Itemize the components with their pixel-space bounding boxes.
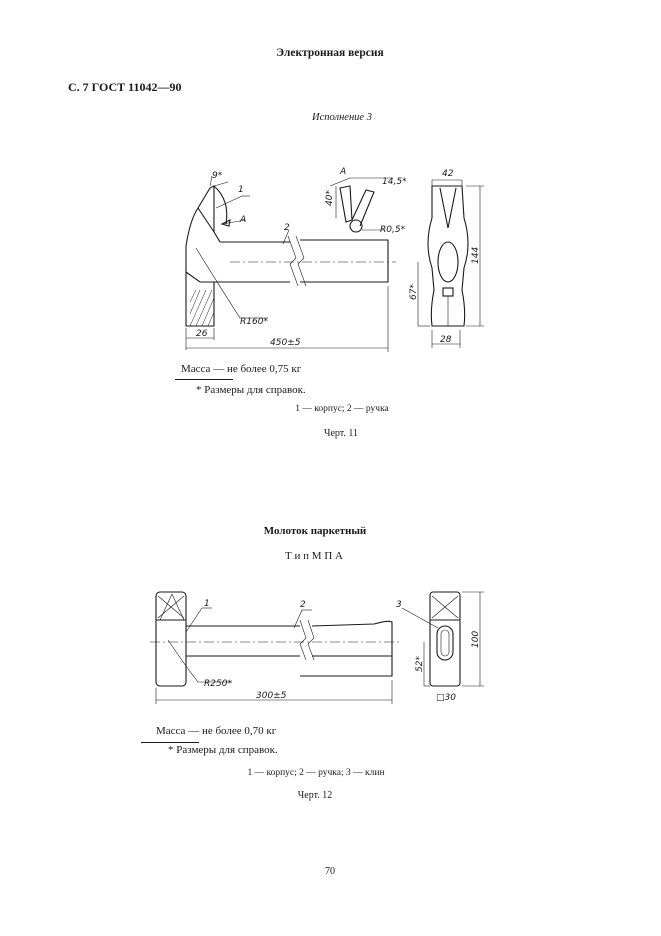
dim-r250: R250* (204, 679, 232, 689)
page-reference: С. 7 ГОСТ 11042—90 (68, 80, 182, 94)
dim-100: 100 (471, 630, 481, 648)
dim-r160: R160* (240, 317, 268, 327)
mass-text-1: Масса — не более 0,75 кг (181, 363, 302, 375)
callout-1-mpa: 1 (204, 599, 210, 609)
dim-28: 28 (440, 335, 452, 345)
page-number: 70 (325, 866, 335, 877)
footnote-2: * Размеры для справок. (168, 744, 278, 756)
legend-2: 1 — корпус; 2 — ручка; 3 — клин (247, 768, 385, 778)
dim-26: 26 (196, 329, 208, 339)
dim-angle-9: 9* (212, 171, 223, 181)
caption-chert-12: Черт. 12 (297, 790, 333, 801)
variant-title: Исполнение 3 (312, 112, 372, 123)
dim-14-5: 14,5* (382, 177, 407, 187)
dim-52: 52* (415, 656, 425, 672)
dim-r0-5: R0,5* (380, 225, 406, 235)
dim-42: 42 (442, 169, 454, 179)
view-a-label: A (240, 215, 247, 225)
section-title-parquet-hammer: Молоток паркетный (263, 525, 367, 537)
mass-text-2: Масса — не более 0,70 кг (156, 725, 277, 737)
hammer-type: Т и п М П А (285, 550, 343, 562)
callout-2: 2 (284, 223, 290, 233)
view-a-section-label: A (340, 167, 347, 177)
caption-chert-11: Черт. 11 (323, 428, 359, 439)
callout-1: 1 (238, 185, 244, 195)
callout-2-mpa: 2 (300, 600, 306, 610)
dim-40: 40* (325, 190, 335, 206)
dim-67: 67* (409, 284, 419, 300)
footnote-1: * Размеры для справок. (196, 384, 306, 396)
dim-square-30: □30 (436, 693, 456, 703)
callout-3-mpa: 3 (396, 600, 402, 610)
dim-144: 144 (471, 246, 481, 264)
dim-300: 300±5 (256, 691, 287, 701)
electronic-version-label: Электронная версия (276, 47, 384, 59)
legend-1: 1 — корпус; 2 — ручка (295, 404, 389, 414)
dim-450: 450±5 (270, 338, 301, 348)
footnote-rule-2 (141, 742, 199, 743)
